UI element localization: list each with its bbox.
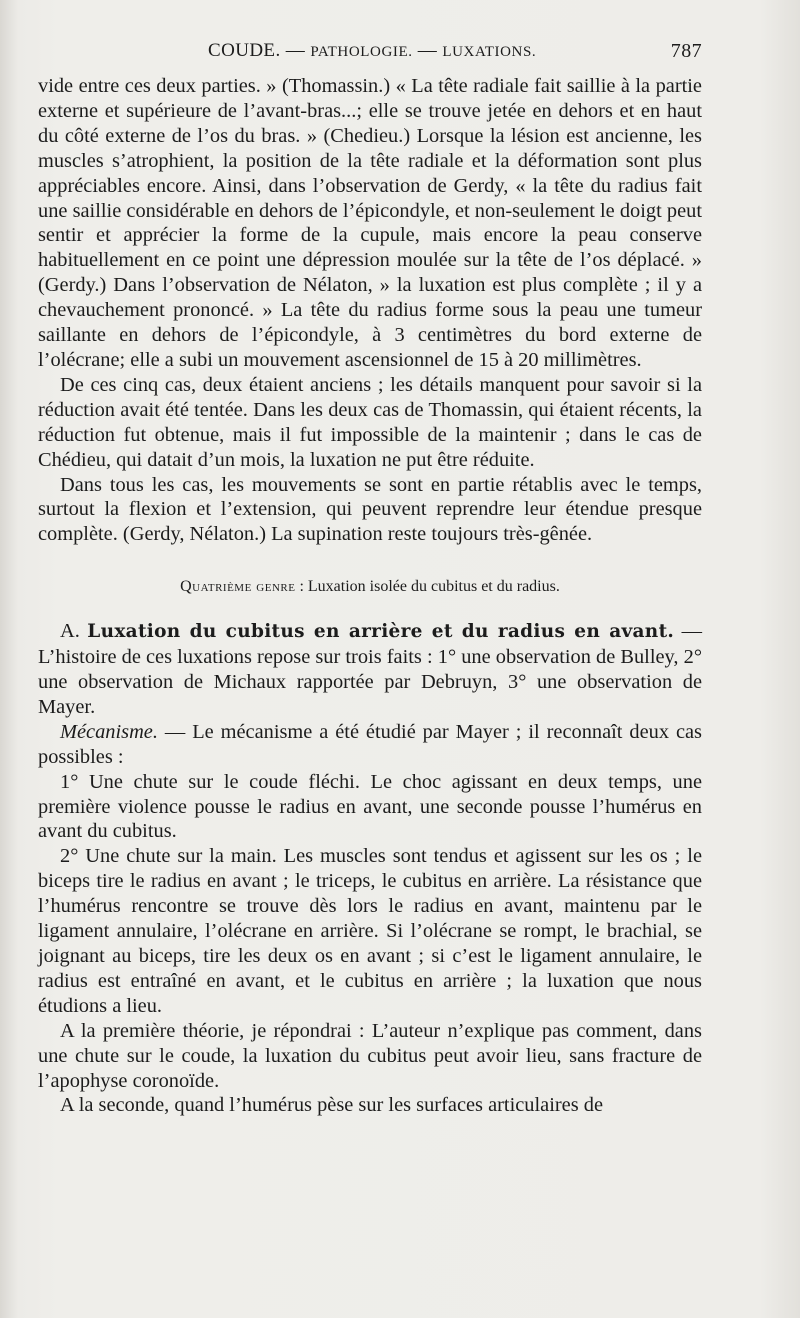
paragraph: A la seconde, quand l’humérus pèse sur les surfaces articulaires de xyxy=(60,1094,603,1117)
paragraph xyxy=(38,720,702,770)
paragraph: A la première théorie, je répondrai : L’auteur n’explique pas comment, dans une chute sur le coude, la luxation du cubitus peut avoir lieu, sans fracture de l’apophyse coronoïde. xyxy=(38,1019,702,1092)
running-title-coude: COUDE. xyxy=(208,40,281,61)
page-body xyxy=(38,74,702,1118)
paragraph: vide entre ces deux parties. » (Thomassin.) « La tête radiale fait saillie à la partie externe et supérieure de l’avant-bras...; elle se trouve jetée en dehors et en haut du côté externe de l’os du bras. » (Chedieu.) Lorsque la lésion est ancienne, les muscles s’atrophient, la position de la tête radiale et la déformation sont plus appréciables encore. Ainsi, dans l’observation de Gerdy, « la tête du radius fait une saillie considérable en dehors de l’épicondyle, et non-seulement le doigt peut sentir et apprécier la forme de la cupule, mais encore la peau conserve habituellement en ce point une dépression moulée sur la tête de l’os déplacé. » (Gerdy.) Dans l’observation de Nélaton, » la luxation est plus complète ; il y a chevauchement prononcé. » La tête du radius forme sous la peau une tumeur saillante en dehors de l’épicondyle, à 3 centimètres du bord externe de l’olécrane; elle a subi un mouvement ascensionnel de 15 à 20 millimètres. xyxy=(38,75,702,371)
paragraph: De ces cinq cas, deux étaient anciens ; les détails manquent pour savoir si la réduction avait été tentée. Dans les deux cas de Thomassin, qui étaient récents, la réduction fut obtenue, mais il fut impossible de la maintenir ; dans le cas de Chédieu, qui datait d’un mois, la luxation ne put être réduite. xyxy=(38,373,702,471)
section-title-text: : Luxation isolée du cubitus et du radius. xyxy=(295,578,560,596)
running-title-dash: — xyxy=(417,40,438,61)
running-title-luxations: LUXATIONS. xyxy=(442,44,537,60)
paragraph: 1° Une chute sur le coude fléchi. Le choc agissant en deux temps, une première violence pousse le radius en avant, une seconde pousse l’humérus en avant du cubitus. xyxy=(38,770,702,843)
running-title xyxy=(208,40,536,62)
paragraph-text: — L’histoire de ces luxations repose sur trois faits : 1° une observation de Bulley, 2° une observation de Michaux rapportée par Debruyn, 3° une observation de Mayer. xyxy=(38,620,702,718)
section-genre: Quatrième genre xyxy=(180,578,296,596)
page-number: 787 xyxy=(670,40,702,62)
paragraph: 2° Une chute sur la main. Les muscles sont tendus et agissent sur les os ; le biceps tire le radius en avant ; le triceps, le cubitus en arrière. La résistance que l’humérus rencontre se trouve dès lors le radius en avant, maintenu par le ligament annulaire, l’olécrane en arrière. Si l’olécrane se rompt, le brachial, se joignant au biceps, tire les deux os en avant ; si c’est le ligament annulaire, le radius est entraîné en avant, et le cubitus en arrière ; la luxation que nous étudions a lieu. xyxy=(38,845,702,1017)
mecanisme-label: Mécanisme. xyxy=(60,720,158,743)
paragraph-text: — Le mécanisme a été étudié par Mayer ; il reconnaît deux cas possibles : xyxy=(38,720,702,768)
running-title-pathologie: PATHOLOGIE. xyxy=(310,44,413,60)
subsection-label: A. xyxy=(60,620,80,643)
running-title-dash: — xyxy=(285,40,306,61)
section-title xyxy=(38,577,702,597)
running-header xyxy=(38,40,702,70)
subsection-heading: Luxation du cubitus en arrière et du radius en avant. xyxy=(87,621,675,643)
paragraph xyxy=(38,619,702,720)
paragraph: Dans tous les cas, les mouvements se sont en partie rétablis avec le temps, surtout la flexion et l’extension, qui peuvent reprendre leur étendue presque complète. (Gerdy, Nélaton.) La supination reste toujours très-gênée. xyxy=(38,473,702,546)
